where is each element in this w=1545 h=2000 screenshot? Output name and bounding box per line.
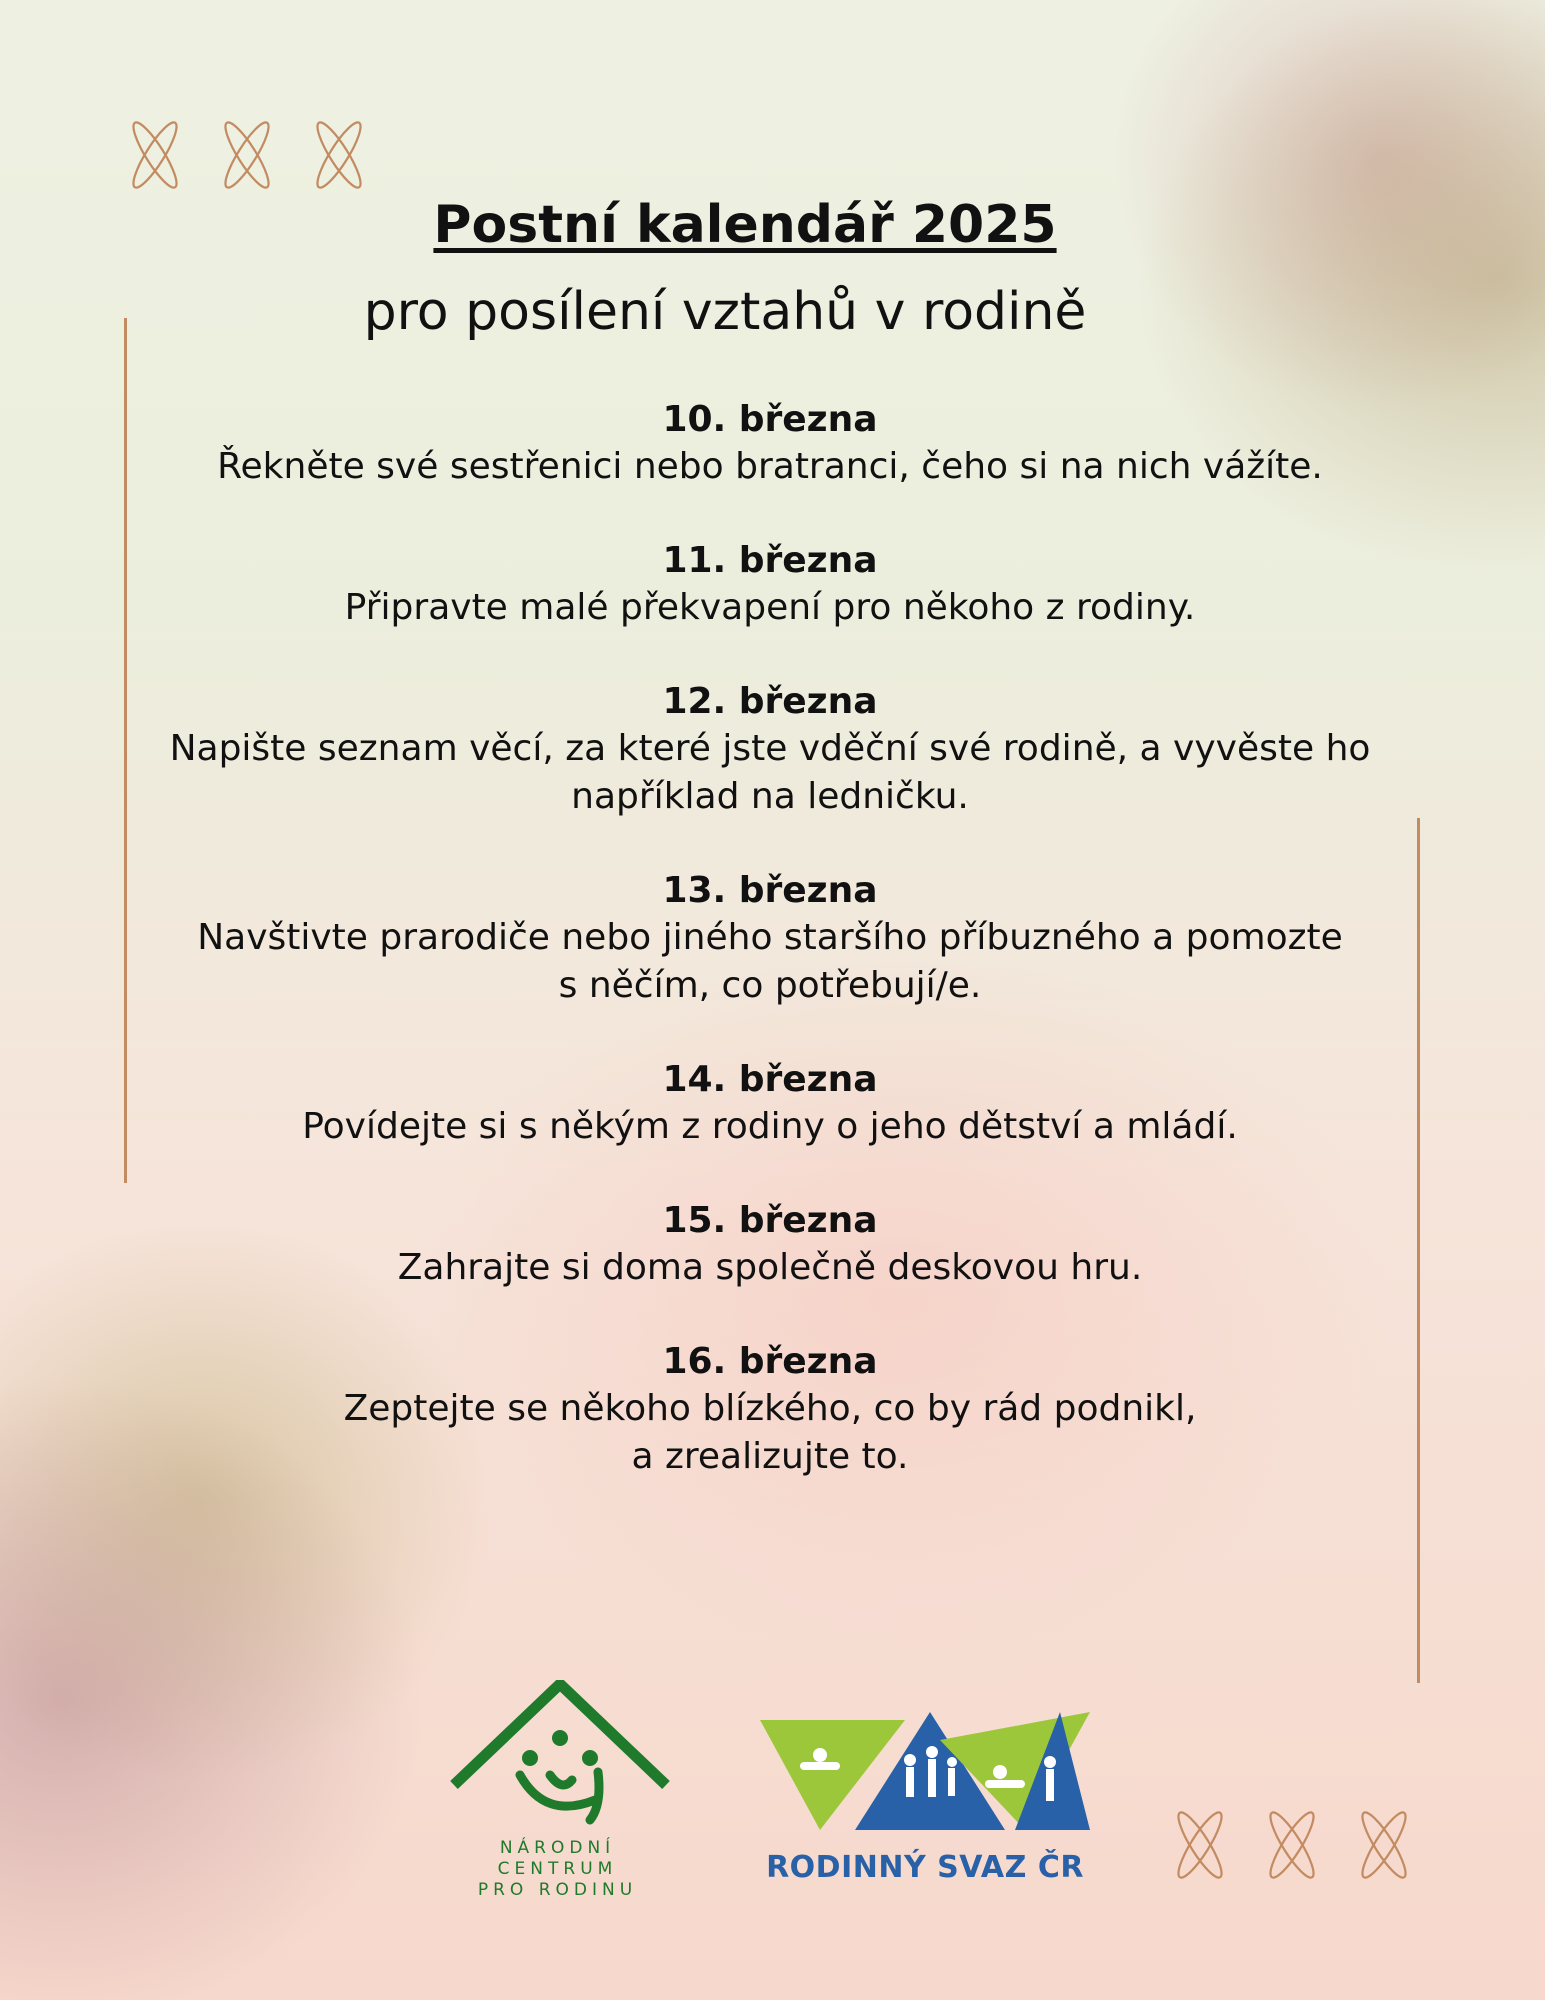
entry-date: 11. března bbox=[662, 540, 878, 581]
entry-text: Povídejte si s někým z rodiny o jeho dětství a mládí. bbox=[302, 1106, 1238, 1147]
entry-text: Zahrajte si doma společně deskovou hru. bbox=[397, 1247, 1143, 1288]
entry-date: 10. března bbox=[662, 399, 878, 440]
entry-text: Řekněte své sestřenici nebo bratranci, čeho si na nich vážíte. bbox=[217, 446, 1323, 487]
ncpr-line: NÁRODNÍ bbox=[499, 1838, 616, 1858]
right-accent-line bbox=[1417, 818, 1420, 1683]
entry-date: 16. března bbox=[662, 1341, 878, 1382]
x-ornament-icon bbox=[125, 118, 185, 192]
calendar-entries bbox=[150, 397, 1390, 1528]
rodinny-svaz-logo-icon bbox=[760, 1700, 1090, 1830]
entry-date: 12. března bbox=[662, 681, 878, 722]
ncpr-logo-icon bbox=[450, 1680, 670, 1830]
decorative-x-marks-bottom bbox=[1170, 1808, 1414, 1882]
calendar-entry bbox=[150, 538, 1390, 632]
entry-date: 13. března bbox=[662, 870, 878, 911]
x-ornament-icon bbox=[309, 118, 369, 192]
entry-date: 14. března bbox=[662, 1059, 878, 1100]
ncpr-logo-text bbox=[450, 1838, 665, 1901]
calendar-entry bbox=[150, 397, 1390, 491]
entry-text: Zeptejte se někoho blízkého, co by rád podnikl, bbox=[343, 1388, 1197, 1429]
x-ornament-icon bbox=[217, 118, 277, 192]
calendar-entry bbox=[150, 1339, 1390, 1481]
x-ornament-icon bbox=[1170, 1808, 1230, 1882]
ncpr-line: PRO RODINU bbox=[477, 1880, 638, 1900]
ncpr-line: CENTRUM bbox=[497, 1859, 618, 1879]
x-ornament-icon bbox=[1262, 1808, 1322, 1882]
calendar-entry bbox=[150, 868, 1390, 1010]
entry-text: a zrealizujte to. bbox=[631, 1436, 909, 1477]
left-accent-line bbox=[124, 318, 127, 1183]
page-title: Postní kalendář 2025 bbox=[433, 195, 1057, 255]
rodinny-svaz-logo-text: RODINNÝ SVAZ ČR bbox=[766, 1850, 1084, 1885]
decorative-x-marks-top bbox=[125, 118, 369, 192]
page-subtitle: pro posílení vztahů v rodině bbox=[363, 282, 1087, 342]
entry-text: Navštivte prarodiče nebo jiného staršího příbuzného a pomozte bbox=[197, 917, 1343, 958]
entry-text: Připravte malé překvapení pro někoho z rodiny. bbox=[344, 587, 1196, 628]
entry-date: 15. března bbox=[662, 1200, 878, 1241]
entry-text: s něčím, co potřebují/e. bbox=[558, 965, 982, 1006]
calendar-entry bbox=[150, 1057, 1390, 1151]
entry-text: například na ledničku. bbox=[571, 776, 969, 817]
x-ornament-icon bbox=[1354, 1808, 1414, 1882]
entry-text: Napište seznam věcí, za které jste vděční své rodině, a vyvěste ho bbox=[169, 728, 1371, 769]
calendar-entry bbox=[150, 679, 1390, 821]
calendar-entry bbox=[150, 1198, 1390, 1292]
